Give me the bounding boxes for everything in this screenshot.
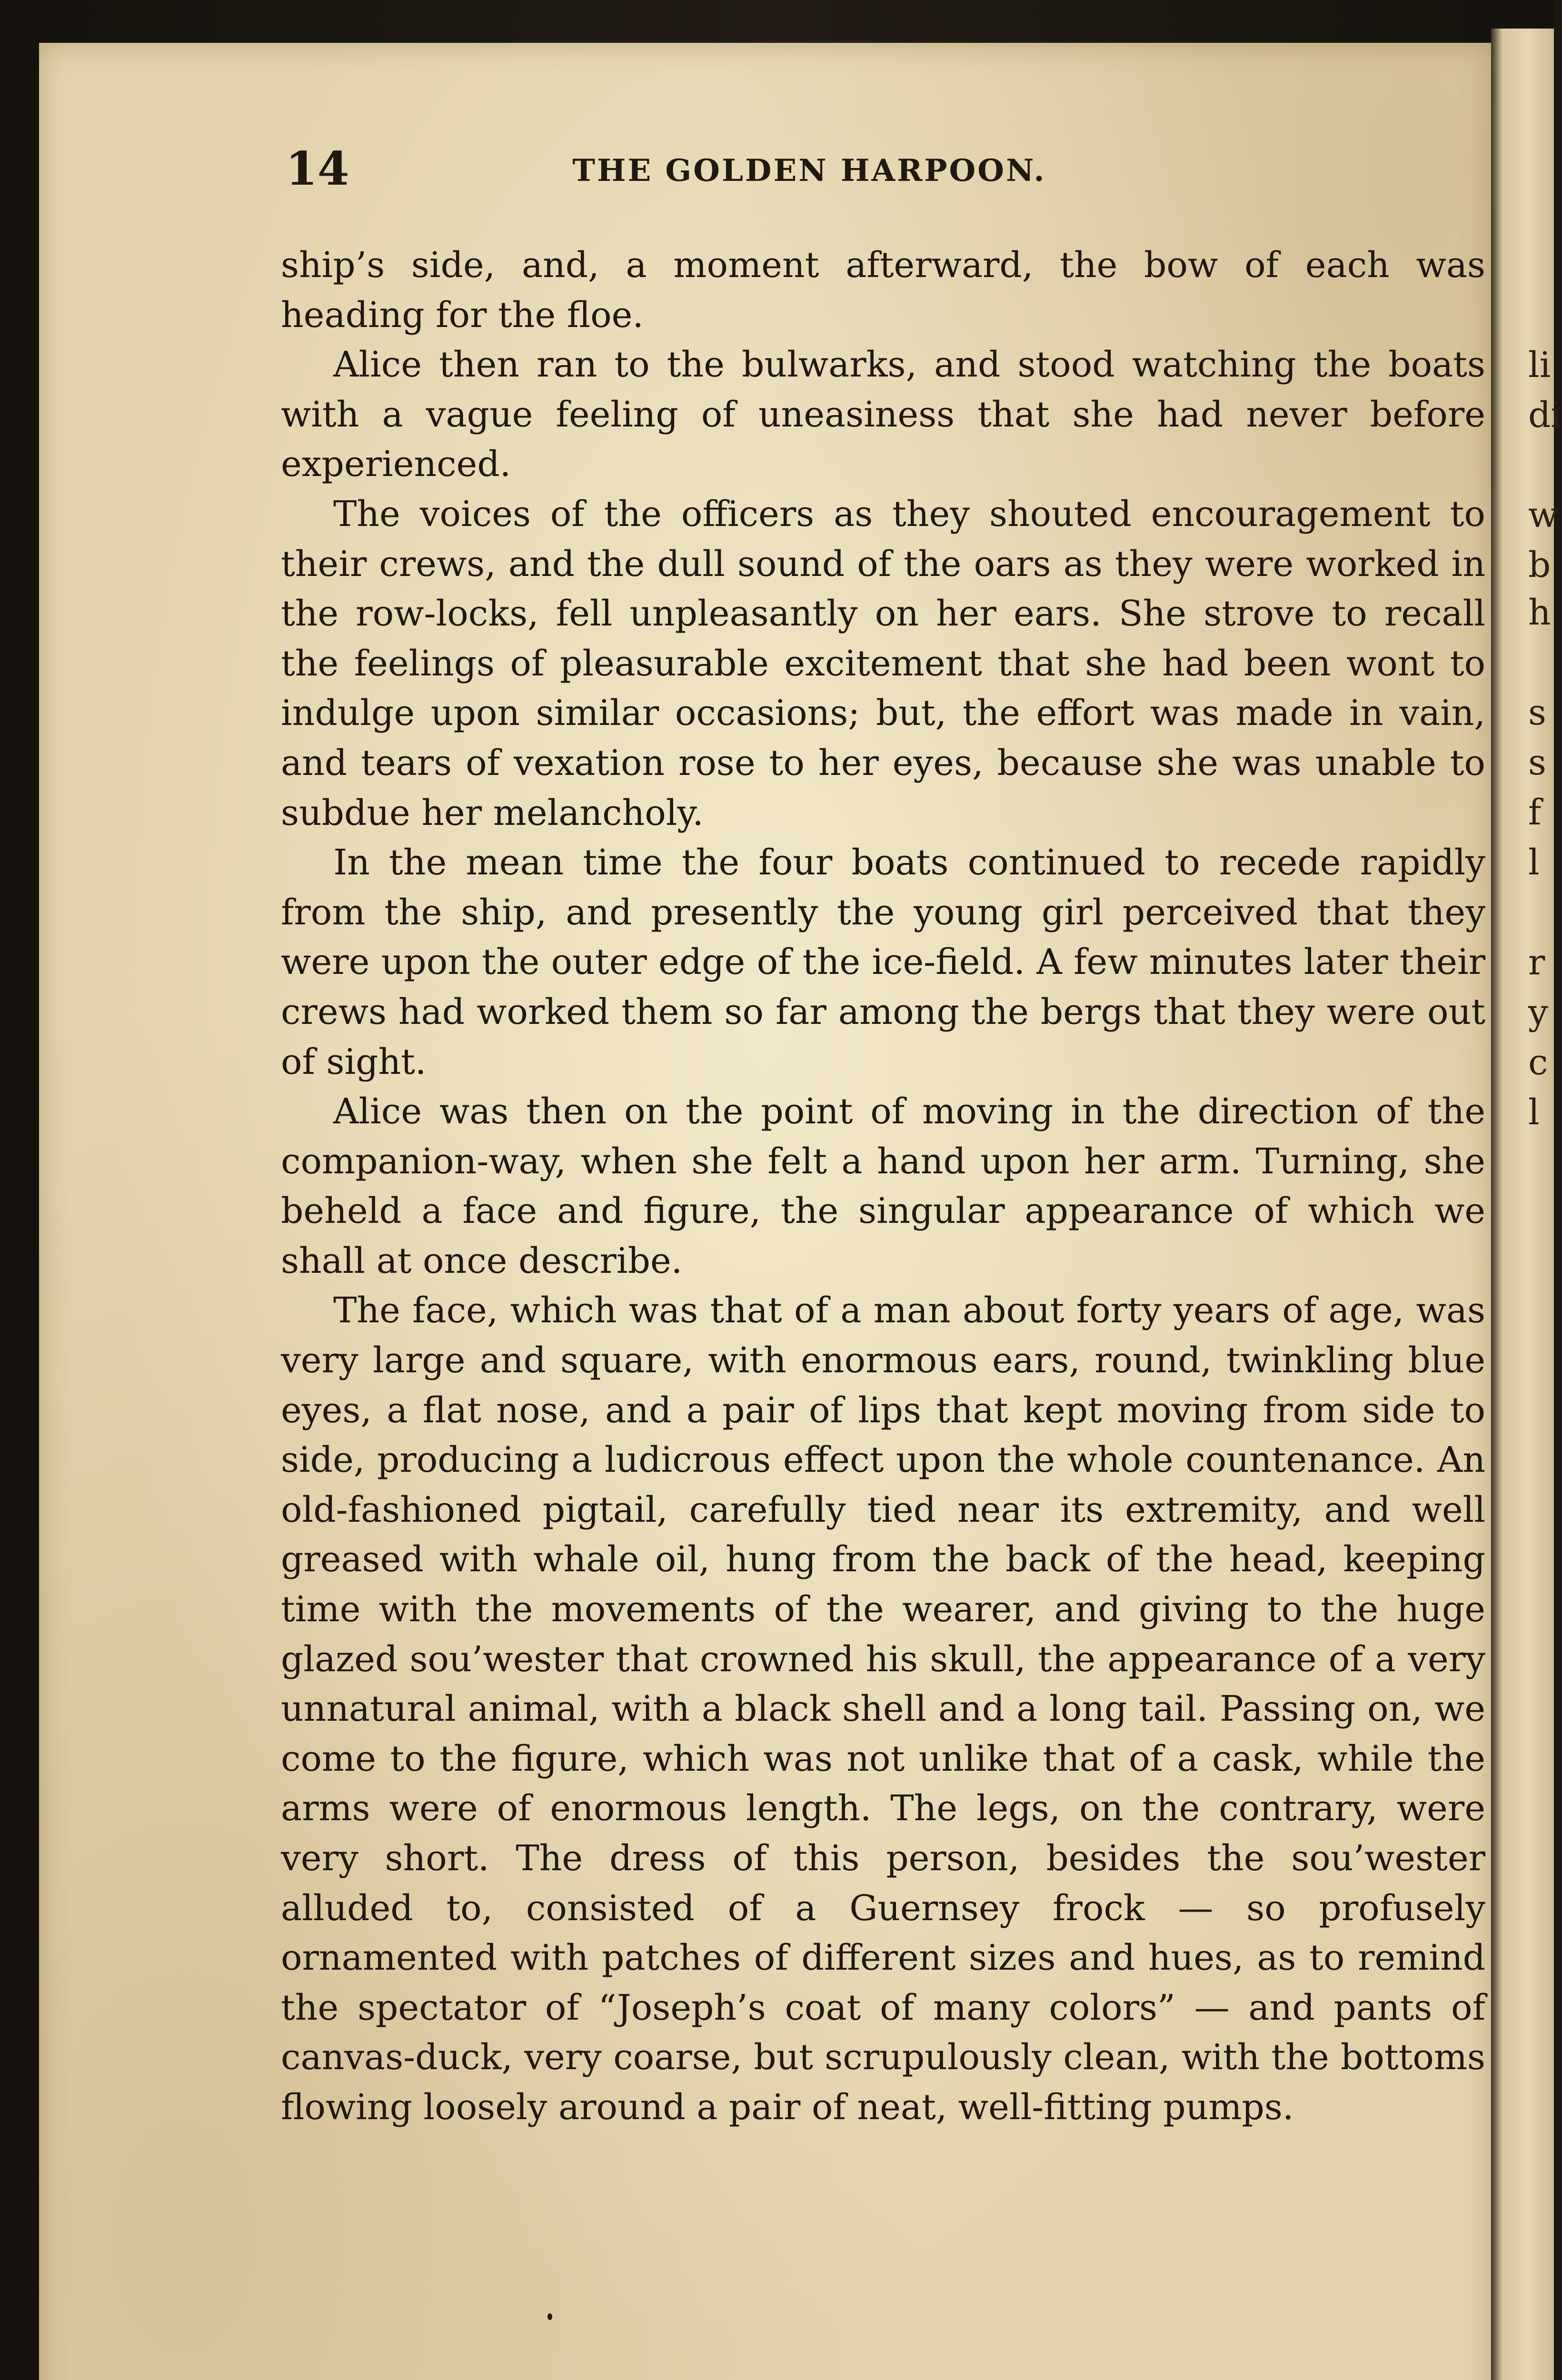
paragraph: In the mean time the four boats continued to recede rapidly from the ship, and presently the young girl perceived that they were upon the outer edge of the ice-field. A few minutes later their crews had worked them so far among the bergs that they were out of sight. (281, 842, 1485, 1082)
adjacent-fragment: di (1528, 395, 1562, 436)
running-head (286, 143, 1476, 195)
adjacent-fragment: li (1528, 345, 1551, 386)
adjacent-fragment: r (1528, 942, 1545, 983)
adjacent-fragment: c (1528, 1042, 1548, 1083)
paragraph: ship’s side, and, a moment afterward, the bow of each was heading for the floe. (281, 245, 1485, 336)
adjacent-fragment: h (1528, 592, 1551, 633)
adjacent-fragment: s (1528, 692, 1546, 733)
adjacent-fragment: l (1528, 842, 1540, 883)
adjacent-fragment: w (1528, 495, 1559, 536)
ink-speck (547, 2313, 552, 2320)
adjacent-fragment: y (1528, 992, 1548, 1033)
adjacent-fragment: s (1528, 742, 1546, 783)
paragraph: Alice then ran to the bulwarks, and stood watching the boats with a vague feeling of uneasiness that she had never before experienced. (281, 344, 1485, 485)
adjacent-fragment: f (1528, 792, 1542, 833)
page-number: 14 (286, 142, 349, 196)
paragraph: The face, which was that of a man about forty years of age, was very large and square, with enormous ears, round, twinkling blue eyes, a flat nose, and a pair of lips that kept moving from side to side, producing a ludicrous effect upon the whole countenance. An old-fashioned pigtail, carefully tied near its extremity, and well greased with whale oil, hung from the back of the head, keeping time with the movements of the wearer, and giving to the huge glazed sou’wester that crowned his skull, the appearance of a very unnatural animal, with a black shell and a long tail. Passing on, we come to the figure, which was not unlike that of a cask, while the arms were of enormous length. The legs, on the contrary, were very short. The dress of this person, besides the sou’wester alluded to, consisted of a Guernsey frock — so profusely ornamented with patches of different sizes and hues, as to remind the spectator of “Joseph’s coat of many colors” — and pants of canvas-duck, very coarse, but scrupulously clean, with the bottoms flowing loosely around a pair of neat, well-fitting pumps. (281, 1290, 1485, 2128)
adjacent-fragment: b (1528, 545, 1551, 585)
adjacent-fragment: l (1528, 1092, 1540, 1133)
body-text (281, 240, 1485, 2132)
paragraph: Alice was then on the point of moving in the direction of the companion-way, when she felt a hand upon her arm. Turning, she beheld a face and figure, the singular appearance of which we shall at once describe. (281, 1091, 1485, 1281)
book-title-header: THE GOLDEN HARPOON. (572, 153, 1046, 188)
paragraph: The voices of the officers as they shouted encouragement to their crews, and the dull sound of the oars as they were worked in the row-locks, fell unpleasantly on her ears. She strove to recall the feelings of pleasurable excitement that she had been wont to indulge upon similar occasions; but, the effort was made in vain, and tears of vexation rose to her eyes, because she was unable to subdue her melancholy. (281, 493, 1485, 833)
